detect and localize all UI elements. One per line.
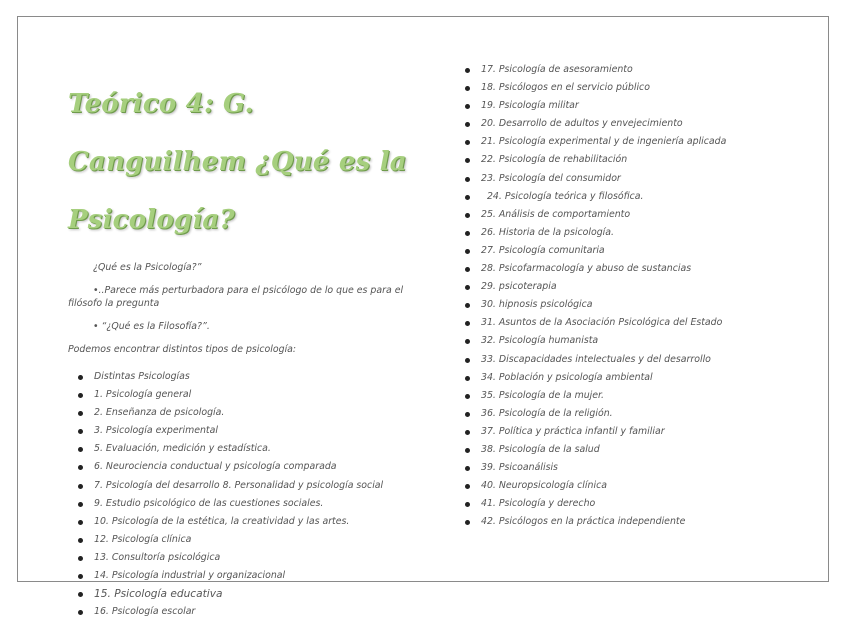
list-item: 31. Asuntos de la Asociación Psicológica del Estado (455, 314, 815, 332)
list-item: 27. Psicología comunitaria (455, 242, 815, 260)
list-item: 25. Análisis de comportamiento (455, 206, 815, 224)
paragraph-quote: •..Parece más perturbadora para el psicólogo de lo que es para el filósofo la pregunta (68, 285, 404, 309)
list-item: 13. Consultoría psicológica (68, 549, 438, 567)
list-item: 14. Psicología industrial y organizacional (68, 567, 438, 585)
list-item: 37. Política y práctica infantil y familiar (455, 423, 815, 441)
list-item: 12. Psicología clínica (68, 531, 438, 549)
list-item: Distintas Psicologías (68, 368, 438, 386)
psychology-types-list-right (455, 61, 815, 531)
list-item: 16. Psicología escolar (68, 603, 438, 621)
list-item: 42. Psicólogos en la práctica independiente (455, 513, 815, 531)
list-item: 1. Psicología general (68, 386, 438, 404)
list-item: 21. Psicología experimental y de ingeniería aplicada (455, 133, 815, 151)
paragraph-question: ¿Qué es la Psicología?” (93, 262, 202, 273)
list-item: 3. Psicología experimental (68, 422, 438, 440)
list-item: 2. Enseñanza de psicología. (68, 404, 438, 422)
list-item: 22. Psicología de rehabilitación (455, 151, 815, 169)
page-title: Teórico 4: G. Canguilhem ¿Qué es la Psicología? (68, 89, 407, 235)
list-item: 36. Psicología de la religión. (455, 405, 815, 423)
list-item: 15. Psicología educativa (68, 585, 438, 603)
list-item: 9. Estudio psicológico de las cuestiones sociales. (68, 495, 438, 513)
list-item: 20. Desarrollo de adultos y envejecimiento (455, 115, 815, 133)
list-item: 40. Neuropsicología clínica (455, 477, 815, 495)
psychology-types-list-left (68, 368, 438, 621)
right-column (455, 61, 815, 531)
list-item: 18. Psicólogos en el servicio público (455, 79, 815, 97)
list-item: 23. Psicología del consumidor (455, 170, 815, 188)
list-item: 35. Psicología de la mujer. (455, 387, 815, 405)
list-item: 5. Evaluación, medición y estadística. (68, 440, 438, 458)
left-column (68, 75, 438, 621)
list-item: 17. Psicología de asesoramiento (455, 61, 815, 79)
list-item: 33. Discapacidades intelectuales y del desarrollo (455, 351, 815, 369)
list-item: 34. Población y psicología ambiental (455, 369, 815, 387)
paragraph-intro: Podemos encontrar distintos tipos de psicología: (68, 344, 297, 355)
list-item: 10. Psicología de la estética, la creatividad y las artes. (68, 513, 438, 531)
list-item: 41. Psicología y derecho (455, 495, 815, 513)
list-item: 19. Psicología militar (455, 97, 815, 115)
document-page (17, 16, 829, 618)
list-item: 29. psicoterapia (455, 278, 815, 296)
list-item: 7. Psicología del desarrollo 8. Personalidad y psicología social (68, 477, 438, 495)
list-item: 39. Psicoanálisis (455, 459, 815, 477)
list-item: 26. Historia de la psicología. (455, 224, 815, 242)
list-item: 38. Psicología de la salud (455, 441, 815, 459)
list-item: 24. Psicología teórica y filosófica. (455, 188, 815, 206)
list-item: 32. Psicología humanista (455, 332, 815, 350)
list-item: 28. Psicofarmacología y abuso de sustancias (455, 260, 815, 278)
list-item: 6. Neurociencia conductual y psicología comparada (68, 458, 438, 476)
paragraph-philosophy-question: • “¿Qué es la Filosofía?”. (93, 321, 210, 332)
list-item: 30. hipnosis psicológica (455, 296, 815, 314)
